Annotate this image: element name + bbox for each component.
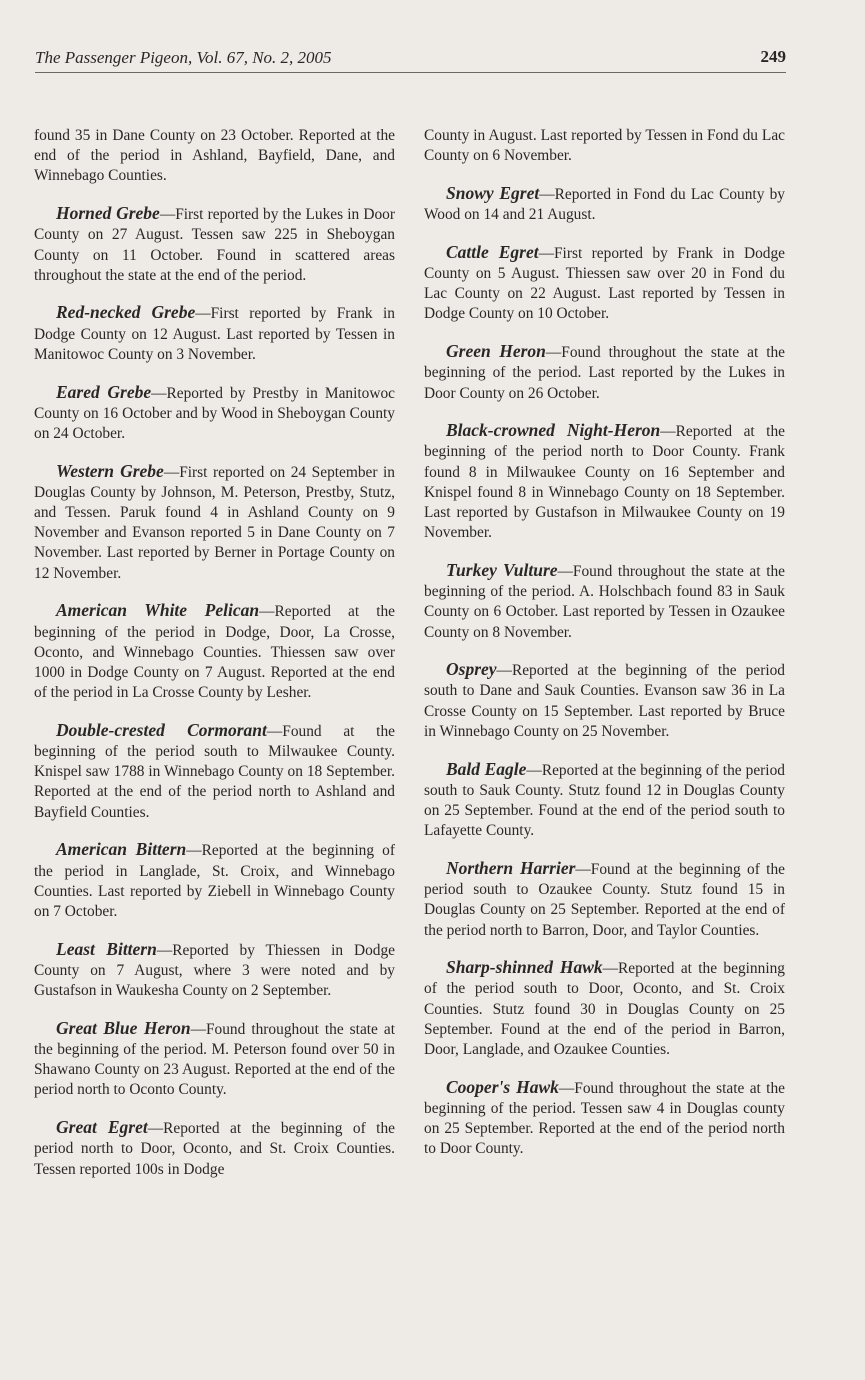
species-entry bbox=[34, 1018, 395, 1101]
entry-text: —Reported at the beginning of the period south to Sauk County. Stutz found 12 in Douglas County on 25 September. Found at the end of the period south to Lafayette County. bbox=[424, 761, 785, 840]
species-entry bbox=[34, 461, 395, 584]
species-name: Black-crowned Night-Heron bbox=[446, 420, 661, 441]
species-name: Sharp-shinned Hawk bbox=[446, 957, 603, 978]
left-column bbox=[34, 126, 395, 1196]
entry-text: —Reported at the beginning of the period south to Door, Oconto, and St. Croix Counties. Stutz found 30 in Douglas County on 25 September. Found at the end of the period in Barron, Door, Langlade, and Ozaukee Counties. bbox=[424, 960, 785, 1059]
entry-text: —First reported on 24 September in Douglas County by Johnson, M. Peterson, Prestby, Stutz, and Tessen. Paruk found 4 in Ashland County on 9 November and Evanson reported 5 in Dane County on 7 November. Last reported by Berner in Portage County on 12 November. bbox=[34, 463, 396, 582]
entry-text: —Found throughout the state at the beginning of the period. M. Peterson found over 50 in Shawano County on 23 August. Reported at the end of the period north to Oconto County. bbox=[34, 1020, 395, 1099]
entry-text: —First reported by Frank in Dodge County on 5 August. Thiessen saw over 20 in Fond du Lac County on 22 August. Last reported by Tessen in Dodge County on 10 October. bbox=[424, 244, 785, 323]
species-name: Osprey bbox=[446, 659, 497, 680]
species-name: Double-crested Cormorant bbox=[56, 719, 267, 740]
entry-text: —First reported by Frank in Dodge County on 12 August. Last reported by Tessen in Manitowoc County on 3 November. bbox=[34, 305, 395, 363]
species-entry bbox=[424, 957, 785, 1060]
species-name: Northern Harrier bbox=[446, 857, 576, 878]
species-name: Great Egret bbox=[56, 1117, 148, 1138]
entry-text: —Found throughout the state at the beginning of the period. Last reported by the Lukes in Door County on 26 October. bbox=[424, 344, 786, 402]
species-entry bbox=[424, 759, 785, 842]
page-number: 249 bbox=[760, 47, 786, 66]
species-entry bbox=[34, 600, 395, 703]
species-name: American White Pelican bbox=[56, 600, 260, 621]
species-entry bbox=[34, 1117, 395, 1180]
entry-text: —Reported at the beginning of the period in Dodge, Door, La Crosse, Oconto, and Winnebago Counties. Thiessen saw over 1000 in Dodge County on 7 August. Reported at the end of the period in La Crosse County by Lesher. bbox=[34, 603, 395, 702]
species-entry bbox=[34, 939, 395, 1002]
species-entry bbox=[424, 1077, 785, 1160]
entry-text: —Reported at the beginning of the period north to Door County. Frank found 8 in Milwaukee County on 16 September and Knispel found 8 in Winnebago County on 18 September. Last reported by Gustafson in Milwaukee County on 19 November. bbox=[424, 423, 785, 542]
right-column bbox=[424, 126, 785, 1176]
species-entry bbox=[424, 183, 785, 225]
species-entry bbox=[424, 126, 785, 166]
species-entry bbox=[34, 720, 395, 823]
species-entry bbox=[34, 203, 395, 286]
entry-text: —Reported by Prestby in Manitowoc County on 16 October and by Wood in Sheboygan County on 24 October. bbox=[34, 384, 395, 442]
entry-text: —Reported in Fond du Lac County by Wood on 14 and 21 August. bbox=[424, 185, 785, 224]
entry-text: —Found at the beginning of the period south to Ozaukee County. Stutz found 15 in Douglas County on 25 September. Reported at the end of the period north to Barron, Door, and Taylor Counties. bbox=[424, 860, 785, 939]
species-name: Bald Eagle bbox=[446, 758, 527, 779]
species-name: Snowy Egret bbox=[446, 182, 540, 203]
species-name: American Bittern bbox=[56, 839, 187, 860]
species-name: Great Blue Heron bbox=[56, 1017, 191, 1038]
species-entry bbox=[424, 659, 785, 742]
entry-text: County in August. Last reported by Tessen in Fond du Lac County on 6 November. bbox=[424, 127, 785, 165]
species-name: Green Heron bbox=[446, 341, 546, 362]
species-entry bbox=[34, 839, 395, 922]
entry-text: —Reported at the beginning of the period south to Dane and Sauk Counties. Evanson saw 36 in La Crosse County on 15 September. Last reported by Bruce in Winnebago County on 25 November. bbox=[424, 662, 785, 740]
species-name: Least Bittern bbox=[56, 938, 157, 959]
species-entry bbox=[424, 341, 785, 404]
entry-text: —Found throughout the state at the beginning of the period. Tessen saw 4 in Douglas county on 25 September. Reported at the end of the period north to Door County. bbox=[424, 1079, 785, 1158]
entry-text: —Found throughout the state at the beginning of the period. A. Holschbach found 83 in Sauk County on 6 October. Last reported by Tessen in Ozaukee County on 8 November. bbox=[424, 562, 785, 641]
species-entry bbox=[424, 242, 785, 325]
species-entry bbox=[424, 560, 785, 643]
entry-text: found 35 in Dane County on 23 October. Reported at the end of the period in Ashland, Bayfield, Dane, and Winnebago Counties. bbox=[34, 127, 395, 185]
entry-text: —Found at the beginning of the period south to Milwaukee County. Knispel saw 1788 in Winnebago County on 18 September. Reported at the end of the period north to Ashland and Bayfield Counties. bbox=[34, 722, 395, 821]
entry-text: —Reported by Thiessen in Dodge County on 7 August, where 3 were noted and by Gustafson in Waukesha County on 2 September. bbox=[34, 941, 395, 1000]
species-name: Turkey Vulture bbox=[446, 559, 558, 580]
species-name: Cattle Egret bbox=[446, 241, 539, 262]
species-entry bbox=[424, 858, 785, 941]
species-name: Cooper's Hawk bbox=[446, 1076, 559, 1097]
entry-text: —Reported at the beginning of the period in Langlade, St. Croix, and Winnebago Counties. Last reported by Ziebell in Winnebago County on 7 October. bbox=[34, 842, 396, 920]
entry-text: —Reported at the beginning of the period north to Door, Oconto, and St. Croix Counties. Tessen reported 100s in Dodge bbox=[34, 1120, 395, 1178]
entry-text: —First reported by the Lukes in Door County on 27 August. Tessen saw 225 in Sheboygan County on 11 October. Found in scattered areas throughout the state at the end of the period. bbox=[34, 206, 395, 284]
journal-citation: The Passenger Pigeon, Vol. 67, No. 2, 2005 bbox=[35, 48, 332, 67]
species-entry bbox=[424, 420, 785, 543]
species-name: Eared Grebe bbox=[56, 381, 152, 402]
species-name: Horned Grebe bbox=[56, 203, 160, 224]
species-name: Red-necked Grebe bbox=[56, 302, 196, 323]
species-entry bbox=[34, 302, 395, 365]
species-name: Western Grebe bbox=[56, 460, 164, 481]
species-entry bbox=[34, 382, 395, 445]
running-header bbox=[35, 46, 786, 73]
species-entry bbox=[34, 126, 395, 187]
